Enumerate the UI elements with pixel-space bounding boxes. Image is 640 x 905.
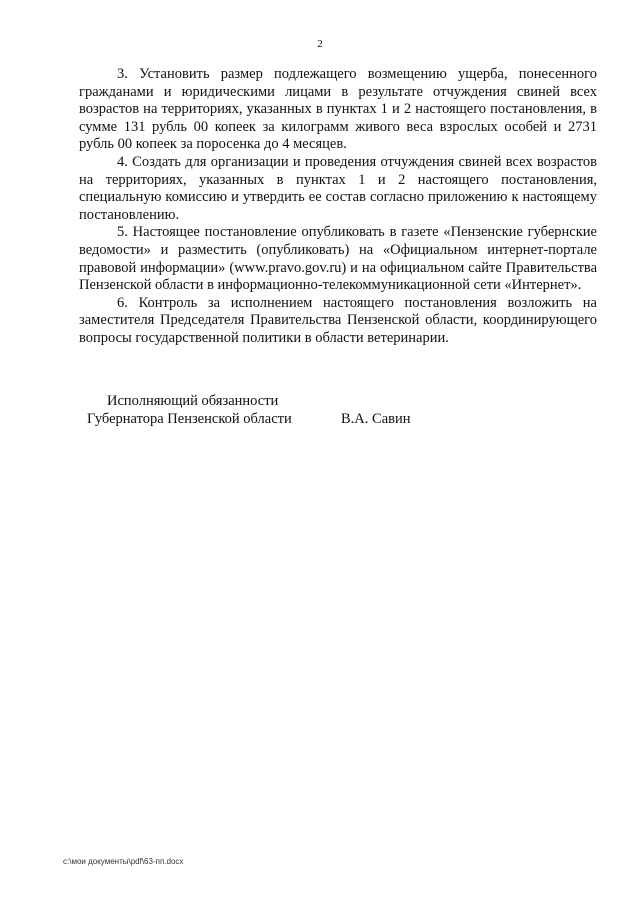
paragraph-5: 5. Настоящее постановление опубликовать в газете «Пензенские губернские ведомости» и разместить (опубликовать) на «Официальном интернет-портале правовой информации» (www.pravo.gov.ru) и на официальном сайте Правительства Пензенской области в информационно-телекоммуникационной сети «Интернет». — [79, 224, 597, 294]
signatory-title-line2: Губернатора Пензенской области — [87, 411, 292, 427]
footer-file-path: c:\мои документы\pdf\63-пп.docx — [63, 857, 184, 866]
signatory-title-line1: Исполняющий обязанности — [107, 393, 279, 409]
document-body — [79, 66, 597, 348]
paragraph-6: 6. Контроль за исполнением настоящего постановления возложить на заместителя Председателя Правительства Пензенской области, координирующего вопросы государственной политики в области ветеринарии. — [79, 294, 597, 346]
paragraph-3: 3. Установить размер подлежащего возмещению ущерба, понесенного гражданами и юридическими лицами в результате отчуждения свиней всех возрастов на территориях, указанных в пунктах 1 и 2 настоящего постановления, в сумме 131 рубль 00 копеек за килограмм живого веса взрослых особей и 2731 рубль 00 копеек за поросенка до 4 месяцев. — [79, 66, 597, 153]
signatory-name: В.А. Савин — [341, 411, 411, 427]
page-number: 2 — [317, 38, 323, 50]
paragraph-4: 4. Создать для организации и проведения отчуждения свиней всех возрастов на территориях, указанных в пунктах 1 и 2 настоящего постановления, специальную комиссию и утвердить ее состав согласно приложению к настоящему постановлению. — [79, 153, 597, 223]
